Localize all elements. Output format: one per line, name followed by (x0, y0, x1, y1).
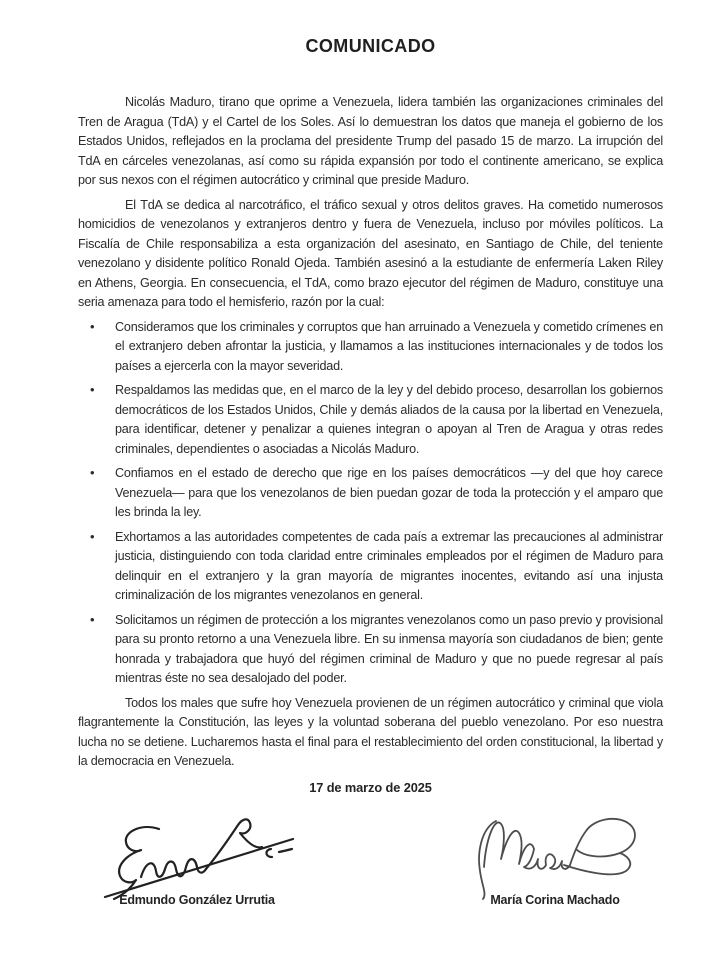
signature-edmundo-gonzalez (96, 815, 298, 907)
signature-scrawl-edmundo-icon (97, 815, 297, 901)
document-date: 17 de marzo de 2025 (309, 779, 432, 795)
document-title: COMUNICADO (305, 36, 436, 56)
bullet-item: • Respaldamos las medidas que, en el marco de la ley y del debido proceso, desarrollan los gobiernos democráticos de los Estados Unidos, Chile y demás aliados de la causa por la libertad en Venezuela, para identificar, detener y penalizar a quienes integran o apoyan al Tren de Aragua y otras redes criminales, dependientes o asociadas a Nicolás Maduro. (115, 381, 663, 459)
closing-paragraph: Todos los males que sufre hoy Venezuela provienen de un régimen autocrático y criminal que viola flagrantemente la Constitución, las leyes y la voluntad soberana del pueblo venezolano. Por eso nuestra lucha no se detiene. Lucharemos hasta el final para el restablecimiento del orden constitucional, la libertad y la democracia en Venezuela. (78, 695, 663, 768)
signatory-name-machado: María Corina Machado (490, 892, 620, 907)
bullet-item: • Exhortamos a las autoridades competentes de cada país a extremar las precauciones al administrar justicia, distinguiendo con toda claridad entre criminales empleados por el régimen de Maduro para delinquir en el extranjero y la gran mayoría de migrantes inocentes, evitando así una injusta criminalización de los migrantes venezolanos en general. (115, 528, 663, 606)
signature-scrawl-machado-icon (470, 809, 640, 901)
bullet-item: • Consideramos que los criminales y corruptos que han arruinado a Venezuela y cometido crímenes en el extranjero deben afrontar la justicia, y llamamos a las instituciones internacionales y de todos los países a ejercerla con la mayor severidad. (115, 318, 663, 377)
signature-block (78, 809, 663, 907)
signatory-name-edmundo: Edmundo González Urrutia (119, 892, 275, 907)
bullet-item: • Solicitamos un régimen de protección a los migrantes venezolanos como un paso previo y provisional para su pronto retorno a una Venezuela libre. En su inmensa mayoría son ciudadanos de bien; gente honrada y trabajadora que huyó del régimen criminal de Maduro y que no puede regresar al país mientras éste no sea desalojado del poder. (115, 611, 663, 689)
bullet-list (78, 318, 663, 689)
paragraph-tda: El TdA se dedica al narcotráfico, el tráfico sexual y otros delitos graves. Ha cometido numerosos homicidios de venezolanos y extranjeros dentro y fuera de Venezuela, incluso por móviles políticos. La Fiscalía de Chile responsabiliza a esta organización del asesinato, en Santiago de Chile, del teniente venezolano y disidente político Ronald Ojeda. También asesinó a la estudiante de enfermería Laken Riley en Athens, Georgia. En consecuencia, el TdA, como brazo ejecutor del régimen de Maduro, constituye una seria amenaza para todo el hemisferio, razón por la cual: (78, 197, 663, 309)
signature-maria-corina-machado (469, 809, 641, 907)
bullet-item: • Confiamos en el estado de derecho que rige en los países democráticos —y del que hoy carece Venezuela— para que los venezolanos de bien puedan gozar de toda la protección y el amparo que les brinda la ley. (115, 464, 663, 523)
paragraph-intro: Nicolás Maduro, tirano que oprime a Venezuela, lidera también las organizaciones criminales del Tren de Aragua (TdA) y el Cartel de los Soles. Así lo demuestran los datos que maneja el gobierno de los Estados Unidos, reflejados en la proclama del presidente Trump del pasado 15 de marzo. La irrupción del TdA en cárceles venezolanas, así como su rápida expansión por todo el continente americano, se explica por sus nexos con el régimen autocrático y criminal que preside Maduro. (78, 95, 663, 187)
